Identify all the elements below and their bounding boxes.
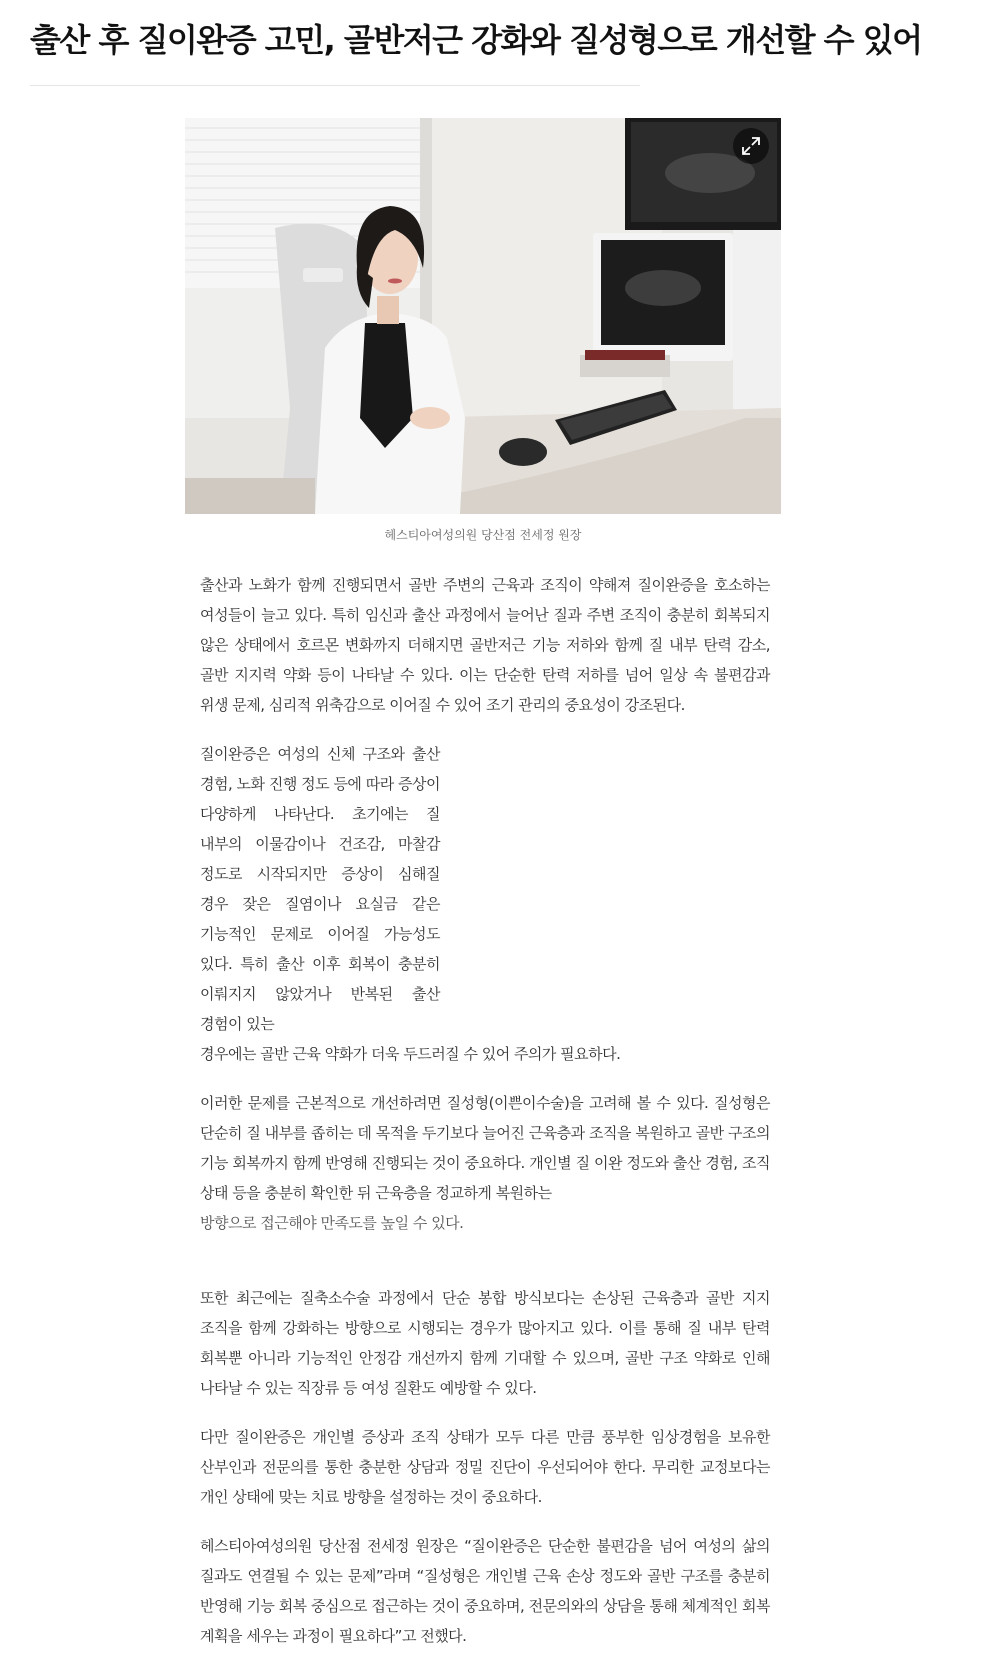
paragraph-2-narrow: 질이완증은 여성의 신체 구조와 출산 경험, 노화 진행 정도 등에 따라 증상이 다양하게 나타난다. 초기에는 질 내부의 이물감이나 건조감, 마찰감 정도로 시작되지만 증상이 심해질 경우 잦은 질염이나 요실금 같은 기능적인 문제로 이어질 가능성도 있다. 특히 출산 이후 회복이 충분히 이뤄지지 않았거나 반복된 출산 경험이 있는 xyxy=(200,745,440,1033)
photo-caption: 헤스티아여성의원 당산점 전세정 원장 xyxy=(384,528,582,542)
article-body xyxy=(200,570,770,1670)
paragraph-6: 헤스티아여성의원 당산점 전세정 원장은 “질이완증은 단순한 불편감을 넘어 여성의 삶의 질과도 연결될 수 있는 문제”라며 “질성형은 개인별 근육 손상 정도와 골반 구조를 충분히 반영해 기능 회복 중심으로 접근하는 것이 중요하며, 전문의와의 상담을 통해 체계적인 회복 계획을 세우는 과정이 필요하다”고 전했다. xyxy=(200,1537,770,1645)
article-title: 출산 후 질이완증 고민, 골반저근 강화와 질성형으로 개선할 수 있어 xyxy=(30,21,922,59)
paragraph-4: 또한 최근에는 질축소수술 과정에서 단순 봉합 방식보다는 손상된 근육층과 골반 지지 조직을 함께 강화하는 방향으로 시행되는 경우가 많아지고 있다. 이를 통해 질 내부 탄력 회복뿐 아니라 기능적인 안정감 개선까지 함께 기대할 수 있으며, 골반 구조 약화로 인해 나타날 수 있는 직장류 등 여성 질환도 예방할 수 있다. xyxy=(200,1289,770,1397)
expand-photo-button[interactable] xyxy=(733,128,769,164)
title-divider xyxy=(30,85,640,86)
paragraph-5: 다만 질이완증은 개인별 증상과 조직 상태가 모두 다른 만큼 풍부한 임상경험을 보유한 산부인과 전문의를 통한 충분한 상담과 정밀 진단이 우선되어야 한다. 무리한 교정보다는 개인 상태에 맞는 치료 방향을 설정하는 것이 중요하다. xyxy=(200,1428,770,1506)
article-photo[interactable] xyxy=(185,118,781,514)
paragraph-1: 출산과 노화가 함께 진행되면서 골반 주변의 근육과 조직이 약해져 질이완증을 호소하는 여성들이 늘고 있다. 특히 임신과 출산 과정에서 늘어난 질과 주변 조직이 충분히 회복되지 않은 상태에서 호르몬 변화까지 더해지면 골반저근 기능 저하와 함께 질 내부 탄력 감소, 골반 지지력 약화 등이 나타날 수 있다. 이는 단순한 탄력 저하를 넘어 일상 속 불편감과 위생 문제, 심리적 위축감으로 이어질 수 있어 조기 관리의 중요성이 강조된다. xyxy=(200,576,770,714)
paragraph-2-tail: 경우에는 골반 근육 약화가 더욱 두드러질 수 있어 주의가 필요하다. xyxy=(200,1045,621,1063)
expand-icon xyxy=(741,136,761,156)
paragraph-3: 이러한 문제를 근본적으로 개선하려면 질성형(이쁜이수술)을 고려해 볼 수 있다. 질성형은 단순히 질 내부를 좁히는 데 목적을 두기보다 늘어진 근육층과 조직을 복원하고 골반 구조의 기능 회복까지 함께 반영해 진행되는 것이 중요하다. 개인별 질 이완 정도와 출산 경험, 조직 상태 등을 충분히 확인한 뒤 근육층을 정교하게 복원하는 xyxy=(200,1094,770,1202)
paragraph-3-cut-line: 방향으로 접근해야 만족도를 높일 수 있다. xyxy=(200,1214,464,1232)
doctor-office-photo xyxy=(185,118,781,514)
